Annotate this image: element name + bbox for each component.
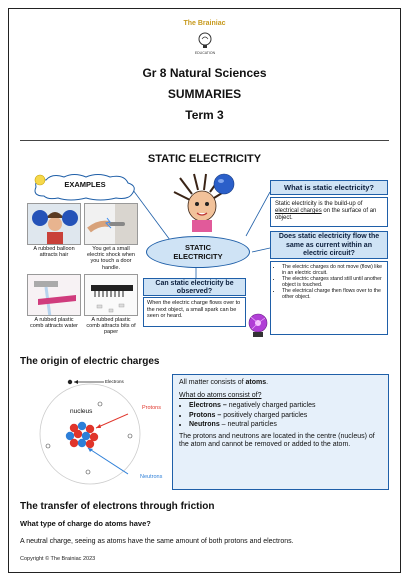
door-handle-photo bbox=[84, 203, 138, 245]
atoms-info-box bbox=[172, 374, 389, 490]
example-caption-4: A rubbed plastic comb attracts bits of paper bbox=[86, 317, 136, 336]
example-caption-3: A rubbed plastic comb attracts water bbox=[30, 317, 78, 330]
particle-item bbox=[189, 421, 382, 430]
particle-term: Neutrons bbox=[189, 421, 220, 428]
what-is-title: What is static electricity? bbox=[270, 180, 388, 195]
girl-with-balloon-illustration bbox=[170, 172, 240, 232]
what-is-body bbox=[270, 197, 388, 227]
particle-item bbox=[189, 412, 382, 421]
flow-bullet: • The electric charges do not move (flow) like in an electric circuit. bbox=[282, 264, 384, 276]
brand-name: The Brainiac bbox=[183, 20, 226, 27]
transfer-title: The transfer of electrons through friction bbox=[20, 501, 215, 512]
observed-title: Can static electricity be observed? bbox=[143, 278, 246, 296]
atoms-intro-pre: All matter consists of bbox=[179, 379, 246, 386]
electrons-label: Electrons bbox=[105, 379, 124, 384]
examples-title: EXAMPLES bbox=[64, 180, 106, 189]
does-flow-list bbox=[274, 264, 384, 300]
neutrons-label: Neutrons bbox=[140, 474, 163, 480]
transfer-answer: A neutral charge, seeing as atoms have the same amount of both protons and electrons. bbox=[20, 538, 294, 545]
comb-water-photo bbox=[27, 274, 81, 316]
does-flow-body bbox=[270, 261, 388, 335]
atoms-question: What do atoms consist of? bbox=[179, 391, 262, 399]
what-is-text-pre: Static electricity is the build-up of bbox=[275, 201, 363, 207]
particle-desc: – neutral particles bbox=[219, 421, 277, 428]
particle-desc: negatively charged particles bbox=[226, 402, 316, 409]
copyright: Copyright © The Brainiac 2023 bbox=[20, 556, 96, 562]
particle-list bbox=[179, 402, 382, 430]
protons-label: Protons bbox=[142, 405, 161, 411]
atoms-intro bbox=[179, 379, 382, 388]
particle-item bbox=[189, 402, 382, 411]
flow-bullet: • The electric charges stand still until another object is touched. bbox=[282, 276, 384, 288]
particle-term: Electrons – bbox=[189, 402, 227, 409]
particle-term: Protons – bbox=[189, 411, 222, 419]
example-caption-2: You get a small electric shock when you touch a door handle. bbox=[87, 246, 135, 271]
nucleus-cluster bbox=[66, 422, 98, 448]
what-is-term: electrical charges bbox=[275, 208, 322, 214]
grade-subject: Gr 8 Natural Sciences bbox=[142, 66, 267, 80]
balloon-photo bbox=[27, 203, 81, 245]
atoms-intro-post: . bbox=[266, 379, 269, 386]
flow-bullet: • The electrical charge then flows over to the other object. bbox=[282, 288, 384, 300]
what-is-text-post: on the surface of an object. bbox=[275, 208, 377, 221]
center-label: STATIC ELECTRICITY bbox=[173, 243, 223, 261]
summaries-heading: SUMMARIES bbox=[167, 87, 242, 101]
nucleus-label: nucleus bbox=[70, 408, 93, 415]
atoms-closing: The protons and neutrons are located in the centre (nucleus) of the atom and cannot be removed or added to the atom. bbox=[179, 432, 375, 448]
comb-paper-photo bbox=[84, 274, 138, 316]
plasma-ball-icon bbox=[246, 312, 270, 338]
term-heading: Term 3 bbox=[185, 108, 224, 122]
origin-title: The origin of electric charges bbox=[20, 356, 160, 367]
logo-text: EDUCATION bbox=[194, 51, 216, 55]
transfer-question: What type of charge do atoms have? bbox=[20, 519, 151, 528]
atoms-intro-bold: atoms bbox=[245, 379, 267, 386]
observed-body: When the electric charge flows over to the next object, a small spark can be seen or heard. bbox=[143, 297, 246, 327]
section-title: STATIC ELECTRICITY bbox=[147, 153, 262, 165]
example-caption-1: A rubbed balloon attracts hair bbox=[33, 246, 75, 259]
particle-desc: positively charged particles bbox=[221, 411, 308, 419]
electron-dot bbox=[68, 380, 72, 384]
does-flow-title: Does static electricity flow the same as current within an electric circuit? bbox=[270, 231, 388, 259]
